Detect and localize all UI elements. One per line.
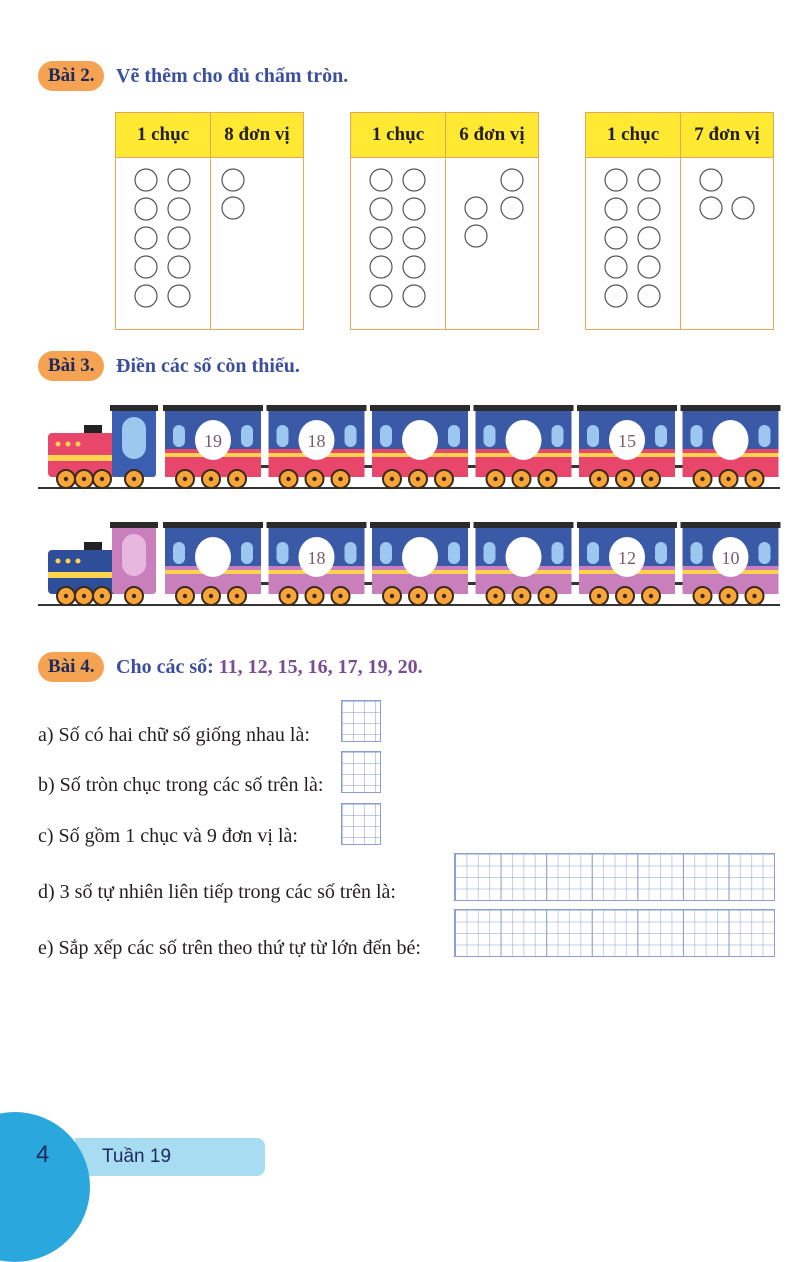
- dot-circle: [403, 256, 425, 278]
- tens-table-1: [115, 112, 304, 330]
- light-icon: [76, 559, 81, 564]
- wheel-hub: [64, 477, 68, 481]
- wagon-number: 12: [618, 548, 636, 568]
- wheel-hub: [286, 594, 290, 598]
- coupler: [572, 582, 580, 585]
- wagon-window: [484, 542, 496, 564]
- wheel-hub: [649, 477, 653, 481]
- dot-circle: [168, 169, 190, 191]
- wagon: [474, 522, 580, 605]
- wheel-hub: [545, 594, 549, 598]
- question-b: b) Số tròn chục trong các số trên là:: [38, 774, 324, 796]
- units-header: 7 đơn vị: [681, 113, 774, 158]
- bai3-title: Điền các số còn thiếu.: [116, 355, 300, 377]
- wheel-hub: [726, 594, 730, 598]
- light-icon: [56, 442, 61, 447]
- wagon-window: [241, 425, 253, 447]
- wheel-hub: [442, 594, 446, 598]
- dot-circle: [638, 198, 660, 220]
- wagon-window: [173, 425, 185, 447]
- wheel-hub: [493, 477, 497, 481]
- wagon-roof: [681, 522, 781, 528]
- tens-header: 1 chục: [116, 113, 211, 158]
- dot-circle: [370, 169, 392, 191]
- light-icon: [66, 559, 71, 564]
- coupler: [468, 582, 476, 585]
- wheel-hub: [416, 477, 420, 481]
- wagon-window: [691, 425, 703, 447]
- answer-box-d[interactable]: [454, 853, 775, 901]
- wagon-roof: [474, 405, 574, 411]
- wagon-window: [448, 425, 460, 447]
- number-window: [506, 537, 542, 577]
- week-label: Tuần 19: [102, 1146, 172, 1167]
- dot-circle: [403, 198, 425, 220]
- wheel-hub: [132, 594, 136, 598]
- bai3-badge: Bài 3.: [38, 351, 104, 381]
- wagon-window: [587, 425, 599, 447]
- wagon-window: [277, 425, 289, 447]
- unit-dots: [211, 158, 303, 324]
- question-e: e) Sắp xếp các số trên theo thứ tự từ lớn đến bé:: [38, 937, 421, 959]
- page-number: 4: [36, 1141, 50, 1168]
- wheel-hub: [700, 594, 704, 598]
- wagon: [267, 522, 373, 605]
- answer-box-b[interactable]: [341, 751, 381, 793]
- dot-circle: [222, 197, 244, 219]
- light-icon: [66, 442, 71, 447]
- wheel-hub: [416, 594, 420, 598]
- dot-circle: [168, 256, 190, 278]
- dot-circle: [638, 169, 660, 191]
- wagon-roof: [267, 522, 367, 528]
- coupler: [675, 582, 683, 585]
- wheel-hub: [545, 477, 549, 481]
- wheel-hub: [390, 477, 394, 481]
- wheel-hub: [82, 594, 86, 598]
- dot-circle: [370, 256, 392, 278]
- number-window: [402, 420, 438, 460]
- number-window: [506, 420, 542, 460]
- unit-dots: [681, 158, 773, 324]
- question-a: a) Số có hai chữ số giống nhau là:: [38, 724, 310, 746]
- question-c: c) Số gồm 1 chục và 9 đơn vị là:: [38, 825, 298, 847]
- wagon-roof: [370, 522, 470, 528]
- answer-box-e[interactable]: [454, 909, 775, 957]
- tens-table-3: [585, 112, 774, 330]
- wagon: [577, 522, 683, 605]
- dot-circle: [638, 285, 660, 307]
- wagon-number: 15: [618, 431, 636, 451]
- light-icon: [76, 442, 81, 447]
- wheel-hub: [235, 594, 239, 598]
- wheel-hub: [623, 594, 627, 598]
- wagon-number: 19: [204, 431, 222, 451]
- dot-circle: [465, 225, 487, 247]
- wheel-hub: [597, 594, 601, 598]
- coupler: [261, 465, 269, 468]
- bai4-number-list: 11, 12, 15, 16, 17, 19, 20.: [218, 656, 423, 678]
- wheel-hub: [338, 477, 342, 481]
- dot-circle: [403, 169, 425, 191]
- wagon-roof: [577, 522, 677, 528]
- wheel-hub: [752, 594, 756, 598]
- wheel-hub: [597, 477, 601, 481]
- wagon: [681, 405, 781, 488]
- dot-circle: [732, 197, 754, 219]
- dot-circle: [605, 285, 627, 307]
- train-1: [0, 395, 791, 495]
- coupler: [365, 465, 373, 468]
- wagon-roof: [681, 405, 781, 411]
- dot-circle: [168, 285, 190, 307]
- answer-box-a[interactable]: [341, 700, 381, 742]
- light-icon: [56, 559, 61, 564]
- dot-circle: [700, 197, 722, 219]
- wagon-number: 10: [721, 548, 740, 568]
- wagon-roof: [267, 405, 367, 411]
- dot-circle: [605, 198, 627, 220]
- wagon: [681, 522, 781, 605]
- answer-box-c[interactable]: [341, 803, 381, 845]
- wheel-hub: [235, 477, 239, 481]
- wagon-window: [448, 542, 460, 564]
- wheel-hub: [100, 477, 104, 481]
- wagon-window: [587, 542, 599, 564]
- wheel-hub: [519, 594, 523, 598]
- coupler: [572, 465, 580, 468]
- number-window: [713, 420, 749, 460]
- coupler: [365, 582, 373, 585]
- dot-circle: [370, 285, 392, 307]
- dot-circle: [168, 198, 190, 220]
- units-header: 8 đơn vị: [211, 113, 304, 158]
- units-header: 6 đơn vị: [446, 113, 539, 158]
- tens-dots: [586, 158, 680, 324]
- wheel-hub: [100, 594, 104, 598]
- cab-window: [122, 417, 146, 459]
- wheel-hub: [726, 477, 730, 481]
- wheel-hub: [183, 477, 187, 481]
- wagon-window: [241, 542, 253, 564]
- bai4-title-text: Cho các số:: [116, 656, 214, 678]
- chimney: [84, 425, 102, 433]
- locomotive-stripe: [48, 572, 120, 578]
- wheel-hub: [493, 594, 497, 598]
- dot-circle: [168, 227, 190, 249]
- wagon-roof: [474, 522, 574, 528]
- wheel-hub: [312, 477, 316, 481]
- wheel-hub: [649, 594, 653, 598]
- train-2: [0, 512, 791, 612]
- wheel-hub: [286, 477, 290, 481]
- number-window: [402, 537, 438, 577]
- dot-circle: [638, 256, 660, 278]
- wagon: [163, 405, 269, 488]
- bai4-badge: Bài 4.: [38, 652, 104, 682]
- wheel-hub: [132, 477, 136, 481]
- footer-circle: [0, 1112, 90, 1262]
- locomotive-stripe: [48, 455, 120, 461]
- number-window: [195, 537, 231, 577]
- wheel-hub: [64, 594, 68, 598]
- wagon: [163, 522, 269, 605]
- wagon-roof: [577, 405, 677, 411]
- dot-circle: [135, 256, 157, 278]
- wagon-window: [173, 542, 185, 564]
- wagon-window: [380, 425, 392, 447]
- dot-circle: [501, 197, 523, 219]
- wagon-window: [655, 542, 667, 564]
- wheel-hub: [209, 594, 213, 598]
- bai2-badge: Bài 2.: [38, 61, 104, 91]
- wagon-window: [552, 425, 564, 447]
- wagon-window: [552, 542, 564, 564]
- tens-header: 1 chục: [586, 113, 681, 158]
- wheel-hub: [390, 594, 394, 598]
- chimney: [84, 542, 102, 550]
- dot-circle: [135, 169, 157, 191]
- wheel-hub: [519, 477, 523, 481]
- coupler: [675, 465, 683, 468]
- dot-circle: [501, 169, 523, 191]
- wheel-hub: [183, 594, 187, 598]
- wagon-window: [759, 425, 771, 447]
- wagon-roof: [370, 405, 470, 411]
- dot-circle: [465, 197, 487, 219]
- wheel-hub: [338, 594, 342, 598]
- dot-circle: [403, 285, 425, 307]
- wagon-window: [345, 542, 357, 564]
- tens-table-2: [350, 112, 539, 330]
- wheel-hub: [442, 477, 446, 481]
- dot-circle: [403, 227, 425, 249]
- wheel-hub: [82, 477, 86, 481]
- dot-circle: [605, 256, 627, 278]
- tens-dots: [116, 158, 210, 324]
- wheel-hub: [623, 477, 627, 481]
- tens-dots: [351, 158, 445, 324]
- unit-dots: [446, 158, 538, 324]
- dot-circle: [605, 227, 627, 249]
- dot-circle: [135, 227, 157, 249]
- wheel-hub: [700, 477, 704, 481]
- wagon-window: [380, 542, 392, 564]
- wagon-window: [655, 425, 667, 447]
- wagon-number: 18: [307, 548, 326, 568]
- wagon-window: [691, 542, 703, 564]
- wagon: [474, 405, 580, 488]
- dot-circle: [605, 169, 627, 191]
- wagon: [370, 522, 476, 605]
- wagon-roof: [163, 522, 263, 528]
- question-d: d) 3 số tự nhiên liên tiếp trong các số trên là:: [38, 881, 396, 903]
- cab-roof: [110, 522, 158, 528]
- wheel-hub: [752, 477, 756, 481]
- wagon-number: 18: [307, 431, 326, 451]
- dot-circle: [370, 198, 392, 220]
- wagon-window: [484, 425, 496, 447]
- dot-circle: [222, 169, 244, 191]
- wagon: [267, 405, 373, 488]
- dot-circle: [135, 285, 157, 307]
- locomotive: [48, 405, 158, 488]
- wagon-window: [345, 425, 357, 447]
- locomotive: [48, 522, 158, 605]
- bai4-title: [116, 652, 423, 682]
- cab-window: [122, 534, 146, 576]
- dot-circle: [370, 227, 392, 249]
- cab-roof: [110, 405, 158, 411]
- tens-header: 1 chục: [351, 113, 446, 158]
- dot-circle: [135, 198, 157, 220]
- dot-circle: [638, 227, 660, 249]
- wheel-hub: [209, 477, 213, 481]
- coupler: [261, 582, 269, 585]
- wagon-window: [277, 542, 289, 564]
- dot-circle: [700, 169, 722, 191]
- wagon: [370, 405, 476, 488]
- wagon-roof: [163, 405, 263, 411]
- wagon: [577, 405, 683, 488]
- wagon-window: [759, 542, 771, 564]
- bai2-title: Vẽ thêm cho đủ chấm tròn.: [116, 65, 349, 87]
- wheel-hub: [312, 594, 316, 598]
- coupler: [468, 465, 476, 468]
